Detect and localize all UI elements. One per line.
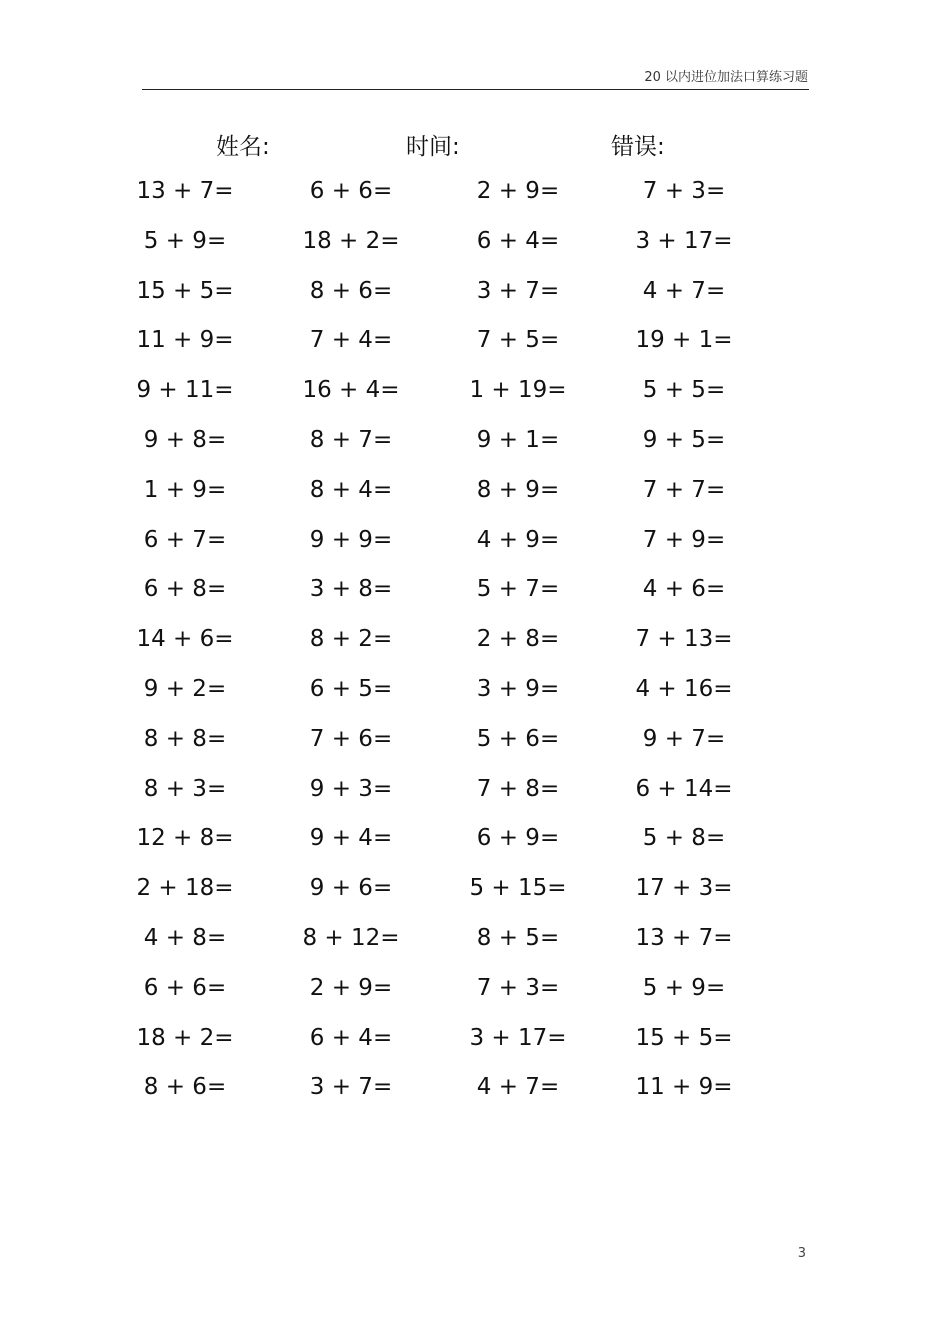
problem-r8-c1: 6 + 7= xyxy=(143,526,227,553)
problem-r11-c1: 9 + 2= xyxy=(143,676,227,702)
problem-r10-c2: 8 + 2= xyxy=(309,626,393,653)
problem-r9-c4: 4 + 6= xyxy=(642,576,726,603)
problem-r16-c3: 8 + 5= xyxy=(476,925,560,951)
problem-r17-c4: 5 + 9= xyxy=(642,974,726,1001)
problem-r4-c3: 7 + 5= xyxy=(476,327,560,354)
header-divider xyxy=(142,89,809,90)
problem-r13-c3: 7 + 8= xyxy=(476,775,560,802)
problem-r15-c2: 9 + 6= xyxy=(309,875,393,902)
problem-r5-c2: 16 + 4= xyxy=(302,377,400,404)
problem-r19-c1: 8 + 6= xyxy=(143,1074,227,1101)
problem-r14-c3: 6 + 9= xyxy=(476,825,560,852)
time-label: 时间: xyxy=(406,134,460,160)
problem-r18-c3: 3 + 17= xyxy=(469,1024,567,1051)
problem-r1-c4: 7 + 3= xyxy=(642,178,726,204)
problem-r13-c1: 8 + 3= xyxy=(143,775,227,802)
problem-r17-c3: 7 + 3= xyxy=(476,974,560,1001)
problem-r10-c1: 14 + 6= xyxy=(136,626,234,653)
problem-r7-c3: 8 + 9= xyxy=(476,476,560,503)
problem-r17-c2: 2 + 9= xyxy=(309,974,393,1001)
problem-r3-c3: 3 + 7= xyxy=(476,277,560,304)
problem-r14-c2: 9 + 4= xyxy=(309,825,393,852)
problem-r9-c2: 3 + 8= xyxy=(309,576,393,603)
problem-r18-c1: 18 + 2= xyxy=(136,1024,234,1051)
problem-r12-c3: 5 + 6= xyxy=(476,725,560,752)
problem-r1-c1: 13 + 7= xyxy=(136,178,234,204)
problem-r1-c2: 6 + 6= xyxy=(309,178,393,204)
problem-r5-c3: 1 + 19= xyxy=(469,377,567,404)
problem-r3-c1: 15 + 5= xyxy=(136,277,234,304)
name-label: 姓名: xyxy=(216,134,270,160)
problem-r7-c2: 8 + 4= xyxy=(309,476,393,503)
problem-r16-c4: 13 + 7= xyxy=(635,925,733,951)
problem-r8-c2: 9 + 9= xyxy=(309,526,393,553)
problem-r10-c3: 2 + 8= xyxy=(476,626,560,653)
problem-r15-c3: 5 + 15= xyxy=(469,875,567,902)
problem-r6-c4: 9 + 5= xyxy=(642,427,726,453)
problem-r19-c2: 3 + 7= xyxy=(309,1074,393,1101)
problem-r8-c3: 4 + 9= xyxy=(476,526,560,553)
problem-r5-c4: 5 + 5= xyxy=(642,377,726,404)
problem-r11-c4: 4 + 16= xyxy=(635,676,733,702)
problem-r2-c2: 18 + 2= xyxy=(302,227,400,254)
problem-r17-c1: 6 + 6= xyxy=(143,974,227,1001)
problem-r8-c4: 7 + 9= xyxy=(642,526,726,553)
problem-r2-c3: 6 + 4= xyxy=(476,227,560,254)
problem-r15-c4: 17 + 3= xyxy=(635,875,733,902)
problem-r19-c3: 4 + 7= xyxy=(476,1074,560,1101)
problem-r3-c2: 8 + 6= xyxy=(309,277,393,304)
problem-r14-c1: 12 + 8= xyxy=(136,825,234,852)
problem-r13-c4: 6 + 14= xyxy=(635,775,733,802)
problem-r6-c2: 8 + 7= xyxy=(309,427,393,453)
problem-r16-c2: 8 + 12= xyxy=(302,925,400,951)
problem-r18-c2: 6 + 4= xyxy=(309,1024,393,1051)
page-number: 3 xyxy=(797,1246,806,1261)
problem-r12-c1: 8 + 8= xyxy=(143,725,227,752)
problem-r4-c1: 11 + 9= xyxy=(136,327,234,354)
errors-label: 错误: xyxy=(611,134,665,160)
problem-r10-c4: 7 + 13= xyxy=(635,626,733,653)
problem-r19-c4: 11 + 9= xyxy=(635,1074,733,1101)
problem-r4-c2: 7 + 4= xyxy=(309,327,393,354)
problem-r2-c4: 3 + 17= xyxy=(635,227,733,254)
problem-r7-c1: 1 + 9= xyxy=(143,476,227,503)
problem-r12-c2: 7 + 6= xyxy=(309,725,393,752)
problem-r2-c1: 5 + 9= xyxy=(143,227,227,254)
problem-r13-c2: 9 + 3= xyxy=(309,775,393,802)
problem-r6-c1: 9 + 8= xyxy=(143,427,227,453)
problem-r5-c1: 9 + 11= xyxy=(136,377,234,404)
problem-r4-c4: 19 + 1= xyxy=(635,327,733,354)
problem-r14-c4: 5 + 8= xyxy=(642,825,726,852)
problem-r11-c2: 6 + 5= xyxy=(309,676,393,702)
page-header-title: 20 以内进位加法口算练习题 xyxy=(644,70,808,85)
problem-r12-c4: 9 + 7= xyxy=(642,725,726,752)
problem-r11-c3: 3 + 9= xyxy=(476,676,560,702)
problem-r16-c1: 4 + 8= xyxy=(143,925,227,951)
problem-r15-c1: 2 + 18= xyxy=(136,875,234,902)
problem-r3-c4: 4 + 7= xyxy=(642,277,726,304)
problem-r7-c4: 7 + 7= xyxy=(642,476,726,503)
problem-r18-c4: 15 + 5= xyxy=(635,1024,733,1051)
problem-r1-c3: 2 + 9= xyxy=(476,178,560,204)
problem-r6-c3: 9 + 1= xyxy=(476,427,560,453)
problem-r9-c3: 5 + 7= xyxy=(476,576,560,603)
problem-r9-c1: 6 + 8= xyxy=(143,576,227,603)
